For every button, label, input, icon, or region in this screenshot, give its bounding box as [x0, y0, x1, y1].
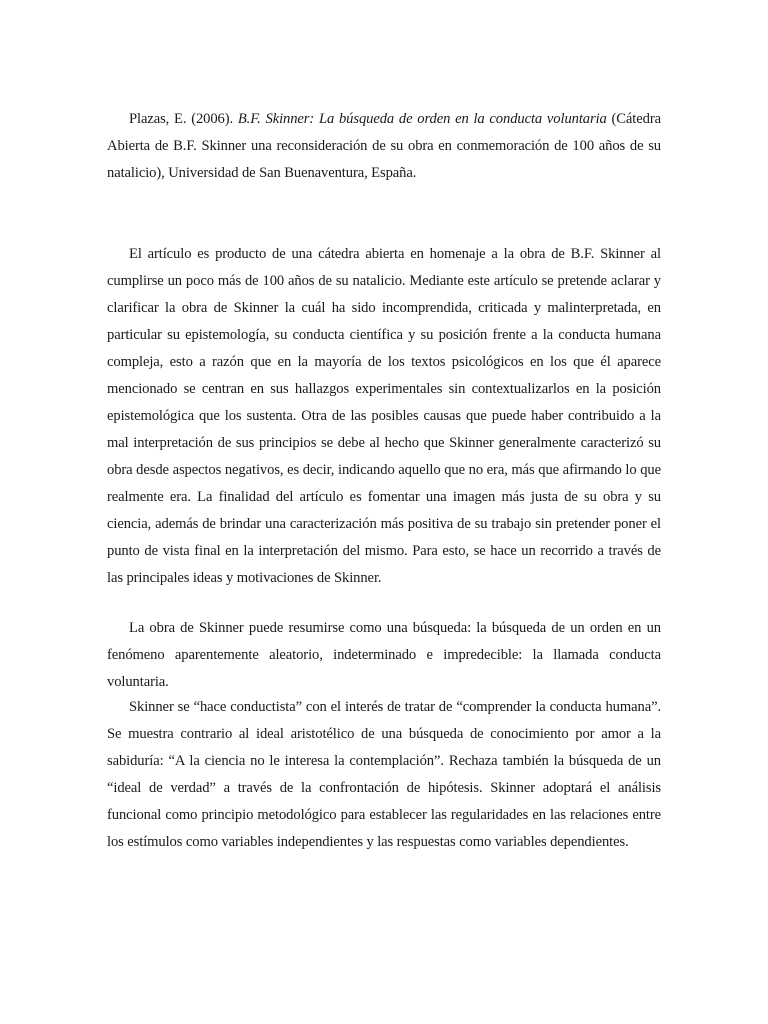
body-paragraph-behaviorism: Skinner se “hace conductista” con el interés de tratar de “comprender la conducta humana”. Se muestra contrario al ideal aristotélico de una búsqueda de conocimiento por amor a la sabiduría: “A la ciencia no le interesa la contemplación”. Rechaza también la búsqueda de un “ideal de verdad” a través de la confrontación de hipótesis. Skinner adoptará el análisis funcional como principio metodológico para establecer las regularidades en las relaciones entre los estímulos como variables independientes y las respuestas como variables dependientes. [107, 699, 661, 850]
citation-details: (Cátedra Abierta de B.F. Skinner una reconsideración de su obra en conmemoración de 100 años de su natalicio), Universidad de San Buenaventura, España. [107, 111, 661, 181]
bibliographic-citation [107, 106, 661, 187]
citation-author-year: Plazas, E. (2006). [129, 111, 238, 127]
citation-title: B.F. Skinner: La búsqueda de orden en la conducta voluntaria [237, 111, 607, 127]
summary-paragraph: El artículo es producto de una cátedra abierta en homenaje a la obra de B.F. Skinner al cumplirse un poco más de 100 años de su natalicio. Mediante este artículo se pretende aclarar y clarificar la obra de Skinner la cuál ha sido incomprendida, criticada y malinterpretada, en particular su epistemología, su conducta científica y su posición frente a la conducta humana compleja, esto a razón que en la mayoría de los textos psicológicos en los que él aparece mencionado se centran en sus hallazgos experimentales sin contextualizarlos en la posición epistemológica que los sustenta. Otra de las posibles causas que puede haber contribuido a la mal interpretación de sus principios se debe al hecho que Skinner generalmente caracterizó su obra desde aspectos negativos, es decir, indicando aquello que no era, más que afirmando lo que realmente era. La finalidad del artículo es fomentar una imagen más justa de su obra y su ciencia, además de brindar una caracterización más positiva de su trabajo sin pretender poner el punto de vista final en la interpretación del mismo. Para esto, se hace un recorrido a través de las principales ideas y motivaciones de Skinner. [107, 246, 661, 586]
body-paragraph-search: La obra de Skinner puede resumirse como una búsqueda: la búsqueda de un orden en un fenómeno aparentemente aleatorio, indeterminado e impredecible: la llamada conducta voluntaria. [107, 620, 661, 690]
